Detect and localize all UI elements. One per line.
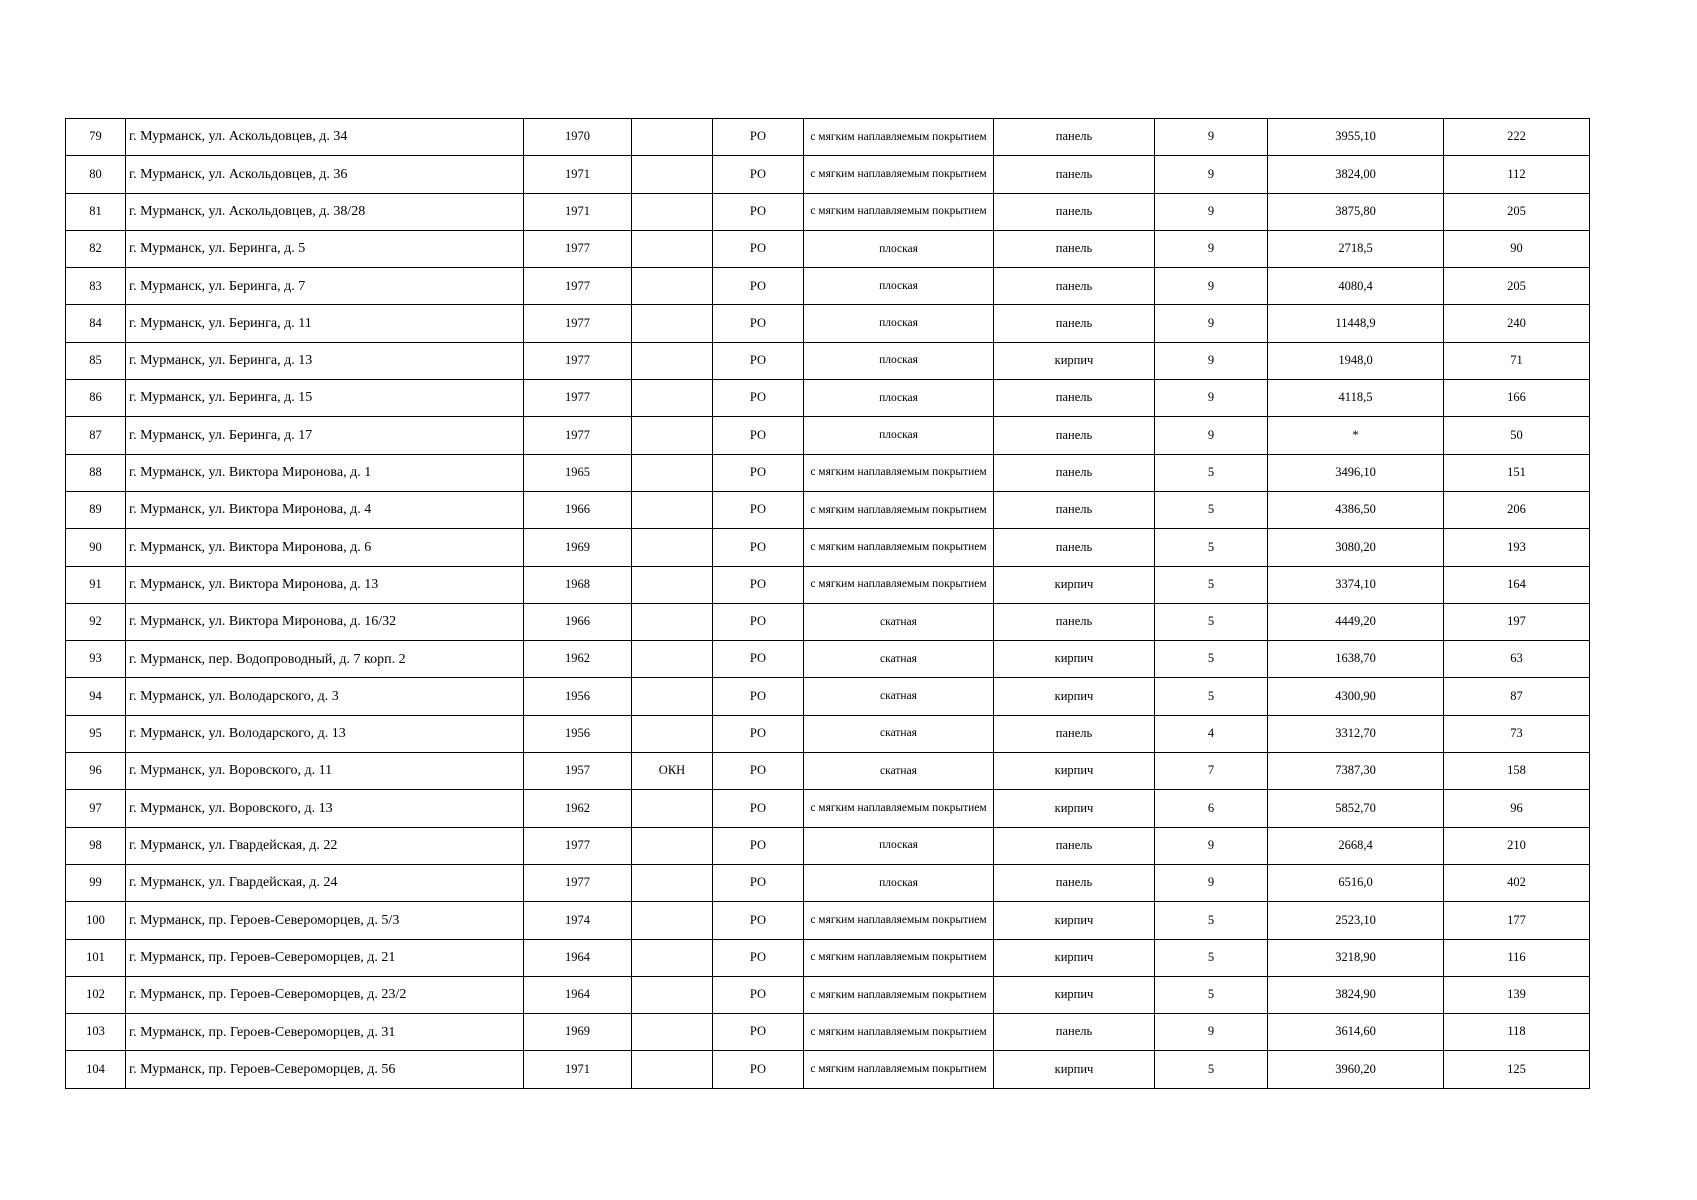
roof-type-cell: скатная [804, 753, 994, 790]
row-number-cell: 104 [66, 1051, 126, 1088]
area-cell: * [1268, 417, 1444, 454]
address-cell: г. Мурманск, ул. Воровского, д. 11 [126, 753, 524, 790]
table-row [66, 491, 1590, 528]
year-built-cell: 1966 [524, 603, 632, 640]
roof-type-cell: с мягким наплавляемым покрытием [804, 939, 994, 976]
wall-material-cell: кирпич [994, 976, 1155, 1013]
roof-type-cell: скатная [804, 715, 994, 752]
row-number-cell: 101 [66, 939, 126, 976]
year-built-cell: 1977 [524, 268, 632, 305]
address-cell: г. Мурманск, ул. Аскольдовцев, д. 38/28 [126, 193, 524, 230]
table-row [66, 230, 1590, 267]
residents-cell: 71 [1444, 342, 1590, 379]
area-cell: 3614,60 [1268, 1014, 1444, 1051]
heritage-status-cell [632, 156, 713, 193]
table-row [66, 119, 1590, 156]
address-cell: г. Мурманск, ул. Гвардейская, д. 22 [126, 827, 524, 864]
wall-material-cell: кирпич [994, 790, 1155, 827]
row-number-cell: 98 [66, 827, 126, 864]
roof-type-cell: плоская [804, 380, 994, 417]
residents-cell: 87 [1444, 678, 1590, 715]
heritage-status-cell [632, 230, 713, 267]
wall-material-cell: кирпич [994, 641, 1155, 678]
residents-cell: 210 [1444, 827, 1590, 864]
residents-cell: 63 [1444, 641, 1590, 678]
row-number-cell: 83 [66, 268, 126, 305]
year-built-cell: 1964 [524, 976, 632, 1013]
program-cell: РО [713, 939, 804, 976]
roof-type-cell: скатная [804, 641, 994, 678]
year-built-cell: 1971 [524, 193, 632, 230]
floors-cell: 9 [1155, 193, 1268, 230]
year-built-cell: 1974 [524, 902, 632, 939]
residents-cell: 205 [1444, 268, 1590, 305]
program-cell: РО [713, 902, 804, 939]
year-built-cell: 1971 [524, 156, 632, 193]
row-number-cell: 87 [66, 417, 126, 454]
row-number-cell: 99 [66, 864, 126, 901]
roof-type-cell: скатная [804, 603, 994, 640]
row-number-cell: 96 [66, 753, 126, 790]
housing-registry-table [65, 118, 1590, 1089]
roof-type-cell: с мягким наплавляемым покрытием [804, 529, 994, 566]
wall-material-cell: кирпич [994, 342, 1155, 379]
roof-type-cell: с мягким наплавляемым покрытием [804, 1014, 994, 1051]
table-row [66, 976, 1590, 1013]
year-built-cell: 1971 [524, 1051, 632, 1088]
program-cell: РО [713, 417, 804, 454]
program-cell: РО [713, 230, 804, 267]
heritage-status-cell [632, 417, 713, 454]
heritage-status-cell [632, 976, 713, 1013]
program-cell: РО [713, 529, 804, 566]
table-body [66, 119, 1590, 1089]
table-row [66, 1051, 1590, 1088]
heritage-status-cell [632, 864, 713, 901]
address-cell: г. Мурманск, ул. Беринга, д. 17 [126, 417, 524, 454]
program-cell: РО [713, 864, 804, 901]
address-cell: г. Мурманск, ул. Аскольдовцев, д. 34 [126, 119, 524, 156]
wall-material-cell: панель [994, 230, 1155, 267]
address-cell: г. Мурманск, ул. Беринга, д. 5 [126, 230, 524, 267]
roof-type-cell: плоская [804, 864, 994, 901]
address-cell: г. Мурманск, пр. Героев-Североморцев, д. 23/2 [126, 976, 524, 1013]
wall-material-cell: панель [994, 454, 1155, 491]
area-cell: 2523,10 [1268, 902, 1444, 939]
area-cell: 2718,5 [1268, 230, 1444, 267]
table-row [66, 156, 1590, 193]
wall-material-cell: панель [994, 491, 1155, 528]
year-built-cell: 1970 [524, 119, 632, 156]
residents-cell: 73 [1444, 715, 1590, 752]
address-cell: г. Мурманск, ул. Воровского, д. 13 [126, 790, 524, 827]
table-row [66, 529, 1590, 566]
wall-material-cell: панель [994, 380, 1155, 417]
area-cell: 3312,70 [1268, 715, 1444, 752]
row-number-cell: 88 [66, 454, 126, 491]
table-row [66, 566, 1590, 603]
heritage-status-cell [632, 529, 713, 566]
program-cell: РО [713, 268, 804, 305]
heritage-status-cell [632, 603, 713, 640]
roof-type-cell: с мягким наплавляемым покрытием [804, 566, 994, 603]
floors-cell: 5 [1155, 454, 1268, 491]
address-cell: г. Мурманск, пр. Героев-Североморцев, д. 21 [126, 939, 524, 976]
program-cell: РО [713, 342, 804, 379]
row-number-cell: 84 [66, 305, 126, 342]
wall-material-cell: кирпич [994, 1051, 1155, 1088]
row-number-cell: 79 [66, 119, 126, 156]
heritage-status-cell [632, 902, 713, 939]
heritage-status-cell [632, 380, 713, 417]
heritage-status-cell [632, 193, 713, 230]
address-cell: г. Мурманск, пр. Героев-Североморцев, д. 31 [126, 1014, 524, 1051]
program-cell: РО [713, 491, 804, 528]
program-cell: РО [713, 715, 804, 752]
area-cell: 3955,10 [1268, 119, 1444, 156]
residents-cell: 193 [1444, 529, 1590, 566]
residents-cell: 206 [1444, 491, 1590, 528]
address-cell: г. Мурманск, ул. Виктора Миронова, д. 4 [126, 491, 524, 528]
floors-cell: 5 [1155, 529, 1268, 566]
floors-cell: 5 [1155, 902, 1268, 939]
area-cell: 3960,20 [1268, 1051, 1444, 1088]
area-cell: 3824,00 [1268, 156, 1444, 193]
table-row [66, 417, 1590, 454]
address-cell: г. Мурманск, пер. Водопроводный, д. 7 корп. 2 [126, 641, 524, 678]
address-cell: г. Мурманск, ул. Виктора Миронова, д. 16/32 [126, 603, 524, 640]
row-number-cell: 85 [66, 342, 126, 379]
roof-type-cell: с мягким наплавляемым покрытием [804, 1051, 994, 1088]
floors-cell: 9 [1155, 1014, 1268, 1051]
row-number-cell: 81 [66, 193, 126, 230]
roof-type-cell: с мягким наплавляемым покрытием [804, 454, 994, 491]
program-cell: РО [713, 566, 804, 603]
residents-cell: 96 [1444, 790, 1590, 827]
heritage-status-cell [632, 305, 713, 342]
wall-material-cell: панель [994, 715, 1155, 752]
year-built-cell: 1977 [524, 864, 632, 901]
area-cell: 1638,70 [1268, 641, 1444, 678]
residents-cell: 158 [1444, 753, 1590, 790]
residents-cell: 125 [1444, 1051, 1590, 1088]
floors-cell: 9 [1155, 119, 1268, 156]
year-built-cell: 1977 [524, 417, 632, 454]
row-number-cell: 94 [66, 678, 126, 715]
table-row [66, 715, 1590, 752]
floors-cell: 6 [1155, 790, 1268, 827]
year-built-cell: 1969 [524, 1014, 632, 1051]
row-number-cell: 93 [66, 641, 126, 678]
program-cell: РО [713, 193, 804, 230]
roof-type-cell: плоская [804, 230, 994, 267]
area-cell: 3496,10 [1268, 454, 1444, 491]
year-built-cell: 1977 [524, 342, 632, 379]
row-number-cell: 95 [66, 715, 126, 752]
row-number-cell: 90 [66, 529, 126, 566]
year-built-cell: 1968 [524, 566, 632, 603]
wall-material-cell: панель [994, 156, 1155, 193]
floors-cell: 5 [1155, 939, 1268, 976]
program-cell: РО [713, 305, 804, 342]
roof-type-cell: плоская [804, 342, 994, 379]
wall-material-cell: панель [994, 529, 1155, 566]
table-row [66, 454, 1590, 491]
program-cell: РО [713, 380, 804, 417]
address-cell: г. Мурманск, ул. Беринга, д. 15 [126, 380, 524, 417]
heritage-status-cell [632, 827, 713, 864]
wall-material-cell: панель [994, 119, 1155, 156]
residents-cell: 151 [1444, 454, 1590, 491]
wall-material-cell: кирпич [994, 939, 1155, 976]
area-cell: 3824,90 [1268, 976, 1444, 1013]
heritage-status-cell: ОКН [632, 753, 713, 790]
wall-material-cell: панель [994, 827, 1155, 864]
area-cell: 3218,90 [1268, 939, 1444, 976]
heritage-status-cell [632, 491, 713, 528]
program-cell: РО [713, 790, 804, 827]
year-built-cell: 1962 [524, 641, 632, 678]
wall-material-cell: панель [994, 603, 1155, 640]
year-built-cell: 1964 [524, 939, 632, 976]
address-cell: г. Мурманск, ул. Володарского, д. 13 [126, 715, 524, 752]
row-number-cell: 103 [66, 1014, 126, 1051]
program-cell: РО [713, 1014, 804, 1051]
address-cell: г. Мурманск, пр. Героев-Североморцев, д. 5/3 [126, 902, 524, 939]
address-cell: г. Мурманск, ул. Володарского, д. 3 [126, 678, 524, 715]
heritage-status-cell [632, 641, 713, 678]
residents-cell: 402 [1444, 864, 1590, 901]
floors-cell: 9 [1155, 417, 1268, 454]
program-cell: РО [713, 1051, 804, 1088]
wall-material-cell: панель [994, 864, 1155, 901]
residents-cell: 50 [1444, 417, 1590, 454]
heritage-status-cell [632, 119, 713, 156]
wall-material-cell: панель [994, 305, 1155, 342]
floors-cell: 9 [1155, 342, 1268, 379]
table-row [66, 678, 1590, 715]
floors-cell: 5 [1155, 1051, 1268, 1088]
program-cell: РО [713, 641, 804, 678]
year-built-cell: 1977 [524, 380, 632, 417]
residents-cell: 112 [1444, 156, 1590, 193]
area-cell: 4080,4 [1268, 268, 1444, 305]
floors-cell: 9 [1155, 156, 1268, 193]
roof-type-cell: с мягким наплавляемым покрытием [804, 976, 994, 1013]
floors-cell: 9 [1155, 268, 1268, 305]
area-cell: 5852,70 [1268, 790, 1444, 827]
wall-material-cell: панель [994, 268, 1155, 305]
row-number-cell: 100 [66, 902, 126, 939]
heritage-status-cell [632, 268, 713, 305]
residents-cell: 118 [1444, 1014, 1590, 1051]
address-cell: г. Мурманск, ул. Виктора Миронова, д. 1 [126, 454, 524, 491]
roof-type-cell: с мягким наплавляемым покрытием [804, 193, 994, 230]
roof-type-cell: скатная [804, 678, 994, 715]
area-cell: 4300,90 [1268, 678, 1444, 715]
year-built-cell: 1965 [524, 454, 632, 491]
heritage-status-cell [632, 342, 713, 379]
floors-cell: 9 [1155, 827, 1268, 864]
residents-cell: 166 [1444, 380, 1590, 417]
year-built-cell: 1956 [524, 715, 632, 752]
address-cell: г. Мурманск, ул. Аскольдовцев, д. 36 [126, 156, 524, 193]
row-number-cell: 97 [66, 790, 126, 827]
roof-type-cell: плоская [804, 268, 994, 305]
floors-cell: 5 [1155, 603, 1268, 640]
year-built-cell: 1962 [524, 790, 632, 827]
residents-cell: 177 [1444, 902, 1590, 939]
address-cell: г. Мурманск, ул. Виктора Миронова, д. 13 [126, 566, 524, 603]
area-cell: 6516,0 [1268, 864, 1444, 901]
floors-cell: 5 [1155, 566, 1268, 603]
area-cell: 1948,0 [1268, 342, 1444, 379]
roof-type-cell: с мягким наплавляемым покрытием [804, 156, 994, 193]
address-cell: г. Мурманск, ул. Виктора Миронова, д. 6 [126, 529, 524, 566]
year-built-cell: 1977 [524, 230, 632, 267]
row-number-cell: 82 [66, 230, 126, 267]
year-built-cell: 1956 [524, 678, 632, 715]
area-cell: 4449,20 [1268, 603, 1444, 640]
table-row [66, 753, 1590, 790]
year-built-cell: 1966 [524, 491, 632, 528]
residents-cell: 240 [1444, 305, 1590, 342]
residents-cell: 222 [1444, 119, 1590, 156]
program-cell: РО [713, 603, 804, 640]
floors-cell: 9 [1155, 305, 1268, 342]
floors-cell: 9 [1155, 230, 1268, 267]
wall-material-cell: панель [994, 417, 1155, 454]
residents-cell: 205 [1444, 193, 1590, 230]
document-page [65, 118, 1589, 1089]
roof-type-cell: с мягким наплавляемым покрытием [804, 119, 994, 156]
floors-cell: 5 [1155, 678, 1268, 715]
area-cell: 3875,80 [1268, 193, 1444, 230]
table-row [66, 268, 1590, 305]
program-cell: РО [713, 156, 804, 193]
program-cell: РО [713, 827, 804, 864]
wall-material-cell: кирпич [994, 902, 1155, 939]
year-built-cell: 1977 [524, 827, 632, 864]
address-cell: г. Мурманск, ул. Беринга, д. 7 [126, 268, 524, 305]
program-cell: РО [713, 678, 804, 715]
residents-cell: 197 [1444, 603, 1590, 640]
roof-type-cell: плоская [804, 305, 994, 342]
roof-type-cell: плоская [804, 417, 994, 454]
table-row [66, 641, 1590, 678]
table-row [66, 342, 1590, 379]
program-cell: РО [713, 454, 804, 491]
residents-cell: 164 [1444, 566, 1590, 603]
roof-type-cell: плоская [804, 827, 994, 864]
table-row [66, 193, 1590, 230]
floors-cell: 4 [1155, 715, 1268, 752]
table-row [66, 827, 1590, 864]
heritage-status-cell [632, 566, 713, 603]
residents-cell: 116 [1444, 939, 1590, 976]
heritage-status-cell [632, 1014, 713, 1051]
wall-material-cell: панель [994, 1014, 1155, 1051]
row-number-cell: 80 [66, 156, 126, 193]
area-cell: 7387,30 [1268, 753, 1444, 790]
table-row [66, 864, 1590, 901]
table-row [66, 790, 1590, 827]
table-row [66, 305, 1590, 342]
row-number-cell: 86 [66, 380, 126, 417]
year-built-cell: 1977 [524, 305, 632, 342]
program-cell: РО [713, 753, 804, 790]
program-cell: РО [713, 976, 804, 1013]
heritage-status-cell [632, 715, 713, 752]
floors-cell: 5 [1155, 491, 1268, 528]
address-cell: г. Мурманск, пр. Героев-Североморцев, д. 56 [126, 1051, 524, 1088]
address-cell: г. Мурманск, ул. Беринга, д. 13 [126, 342, 524, 379]
heritage-status-cell [632, 678, 713, 715]
area-cell: 3374,10 [1268, 566, 1444, 603]
roof-type-cell: с мягким наплавляемым покрытием [804, 491, 994, 528]
floors-cell: 9 [1155, 380, 1268, 417]
year-built-cell: 1969 [524, 529, 632, 566]
heritage-status-cell [632, 939, 713, 976]
floors-cell: 7 [1155, 753, 1268, 790]
row-number-cell: 102 [66, 976, 126, 1013]
table-row [66, 603, 1590, 640]
heritage-status-cell [632, 454, 713, 491]
area-cell: 4386,50 [1268, 491, 1444, 528]
wall-material-cell: кирпич [994, 566, 1155, 603]
wall-material-cell: панель [994, 193, 1155, 230]
floors-cell: 9 [1155, 864, 1268, 901]
table-row [66, 380, 1590, 417]
area-cell: 3080,20 [1268, 529, 1444, 566]
wall-material-cell: кирпич [994, 678, 1155, 715]
area-cell: 4118,5 [1268, 380, 1444, 417]
row-number-cell: 91 [66, 566, 126, 603]
roof-type-cell: с мягким наплавляемым покрытием [804, 902, 994, 939]
program-cell: РО [713, 119, 804, 156]
heritage-status-cell [632, 790, 713, 827]
wall-material-cell: кирпич [994, 753, 1155, 790]
table-row [66, 939, 1590, 976]
row-number-cell: 92 [66, 603, 126, 640]
area-cell: 2668,4 [1268, 827, 1444, 864]
area-cell: 11448,9 [1268, 305, 1444, 342]
table-row [66, 902, 1590, 939]
row-number-cell: 89 [66, 491, 126, 528]
address-cell: г. Мурманск, ул. Беринга, д. 11 [126, 305, 524, 342]
residents-cell: 90 [1444, 230, 1590, 267]
residents-cell: 139 [1444, 976, 1590, 1013]
table-row [66, 1014, 1590, 1051]
address-cell: г. Мурманск, ул. Гвардейская, д. 24 [126, 864, 524, 901]
heritage-status-cell [632, 1051, 713, 1088]
floors-cell: 5 [1155, 976, 1268, 1013]
year-built-cell: 1957 [524, 753, 632, 790]
floors-cell: 5 [1155, 641, 1268, 678]
roof-type-cell: с мягким наплавляемым покрытием [804, 790, 994, 827]
